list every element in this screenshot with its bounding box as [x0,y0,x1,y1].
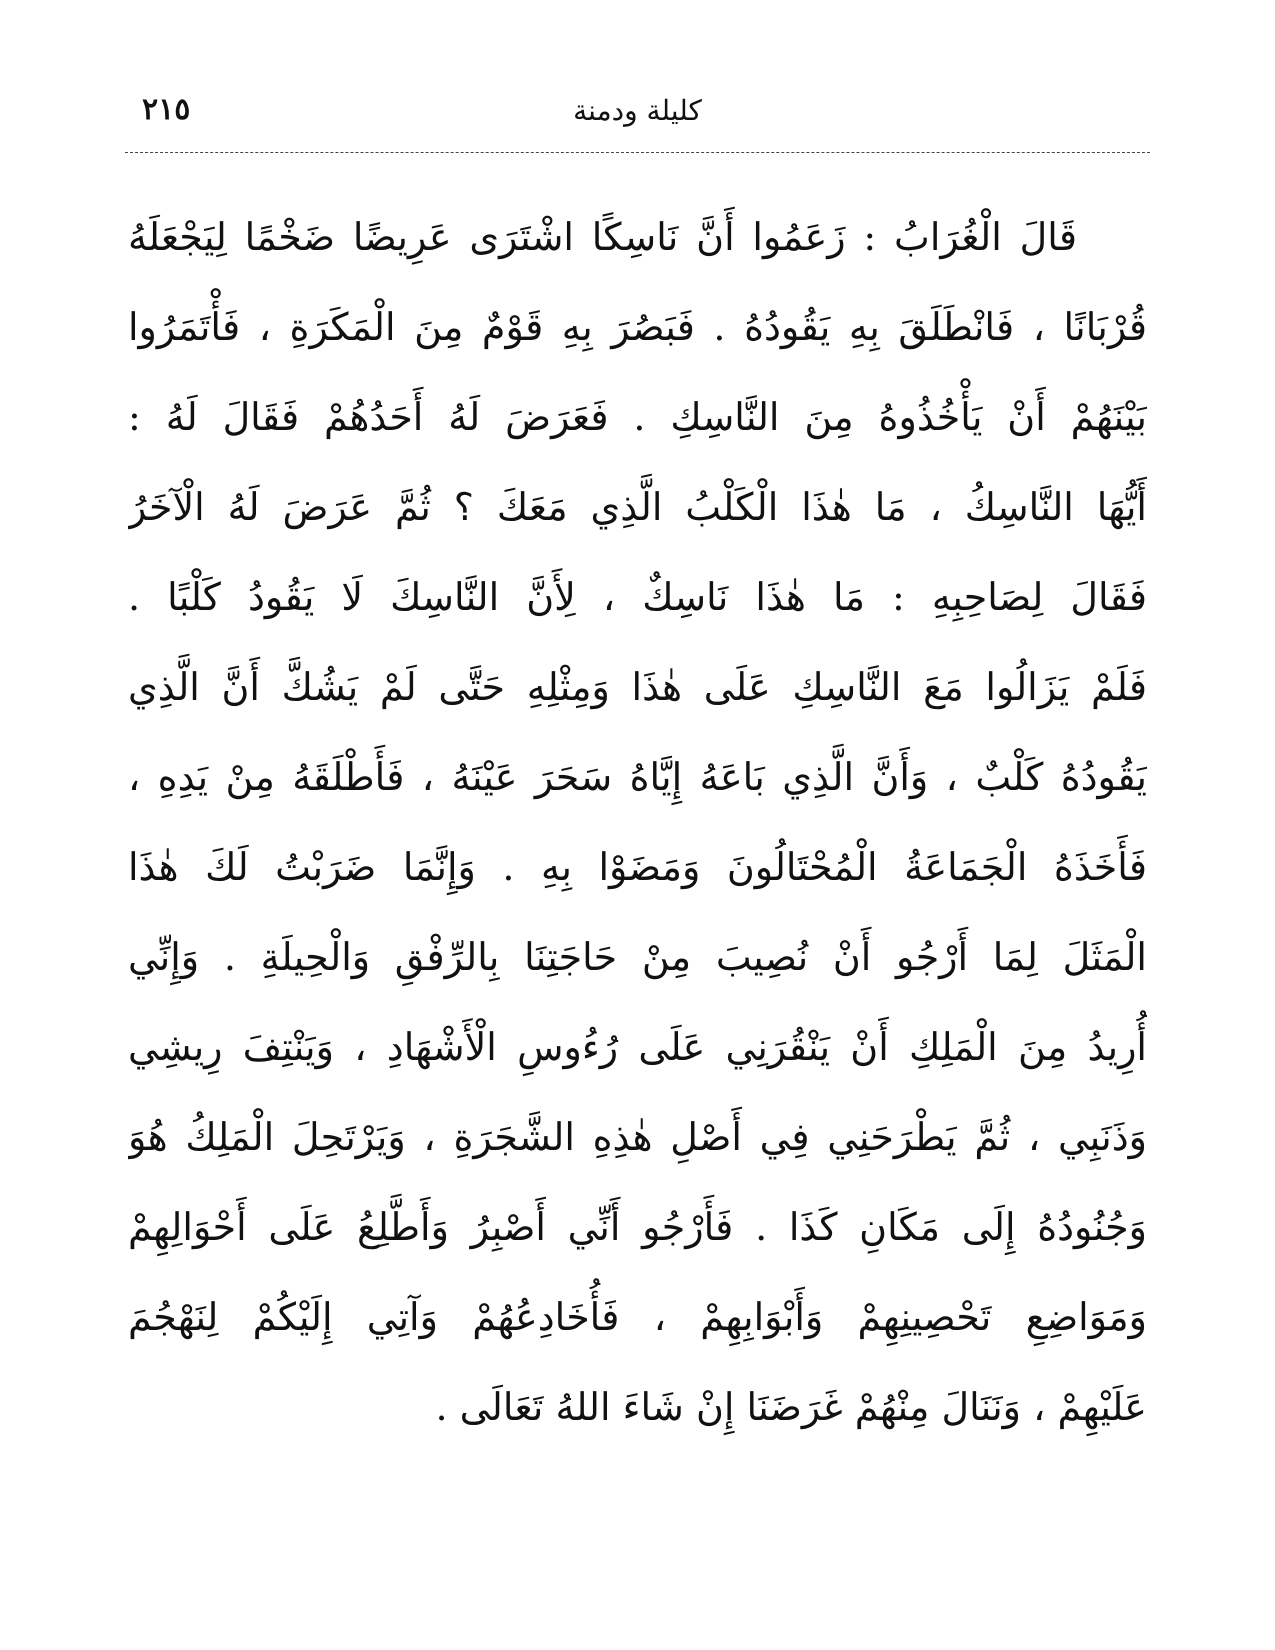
text-line: فَلَمْ يَزَالُوا مَعَ النَّاسِكِ عَلَى هٰذَا وَمِثْلِهِ حَتَّى لَمْ يَشُكَّ أَنَّ الَّذِي [128,665,1147,709]
text-line: قَالَ الْغُرَابُ : زَعَمُوا أَنَّ نَاسِكًا اشْتَرَى عَرِيضًا ضَخْمًا لِيَجْعَلَهُ [128,215,1077,259]
text-line: أَيُّهَا النَّاسِكُ ، مَا هٰذَا الْكَلْبُ الَّذِي مَعَكَ ؟ ثُمَّ عَرَضَ لَهُ الْآخَرُ [128,485,1147,529]
page-number: ٢١٥ [142,92,191,127]
text-line: وَمَوَاضِعِ تَحْصِينِهِمْ وَأَبْوَابِهِمْ ، فَأُخَادِعُهُمْ وَآتِي إِلَيْكُمْ لِنَهْجُمَ [128,1295,1147,1339]
text-line: وَجُنُودُهُ إِلَى مَكَانِ كَذَا . فَأَرْجُو أَنِّي أَصْبِرُ وَأَطَّلِعُ عَلَى أَحْوَالِهِمْ [128,1205,1147,1249]
text-line: أُرِيدُ مِنَ الْمَلِكِ أَنْ يَنْقُرَنِي عَلَى رُءُوسِ الْأَشْهَادِ ، وَيَنْتِفَ رِيشِي [128,1025,1147,1069]
running-title: كليلة ودمنة [573,94,702,127]
text-line: قُرْبَانًا ، فَانْطَلَقَ بِهِ يَقُودُهُ . فَبَصُرَ بِهِ قَوْمٌ مِنَ الْمَكَرَةِ ، فَأْتَمَرُوا [128,305,1147,349]
text-line: فَقَالَ لِصَاحِبِهِ : مَا هٰذَا نَاسِكٌ ، لِأَنَّ النَّاسِكَ لَا يَقُودُ كَلْبًا . [128,575,1147,619]
text-line: يَقُودُهُ كَلْبٌ ، وَأَنَّ الَّذِي بَاعَهُ إِيَّاهُ سَحَرَ عَيْنَهُ ، فَأَطْلَقَهُ مِنْ يَدِهِ ، [128,755,1147,799]
text-line: بَيْنَهُمْ أَنْ يَأْخُذُوهُ مِنَ النَّاسِكِ . فَعَرَضَ لَهُ أَحَدُهُمْ فَقَالَ لَهُ : [128,395,1147,439]
page-header [130,92,1145,142]
body-text [128,192,1147,1452]
text-line: وَذَنَبِي ، ثُمَّ يَطْرَحَنِي فِي أَصْلِ هٰذِهِ الشَّجَرَةِ ، وَيَرْتَحِلَ الْمَلِكُ هُوَ [128,1115,1147,1159]
header-divider [125,152,1150,153]
text-line: فَأَخَذَهُ الْجَمَاعَةُ الْمُحْتَالُونَ وَمَضَوْا بِهِ . وَإِنَّمَا ضَرَبْتُ لَكَ هٰذَا [128,845,1147,889]
text-line: عَلَيْهِمْ ، وَنَنَالَ مِنْهُمْ غَرَضَنَا إِنْ شَاءَ اللهُ تَعَالَى . [435,1385,1147,1429]
text-line: الْمَثَلَ لِمَا أَرْجُو أَنْ نُصِيبَ مِنْ حَاجَتِنَا بِالرِّفْقِ وَالْحِيلَةِ . وَإِنِّي [128,935,1147,979]
